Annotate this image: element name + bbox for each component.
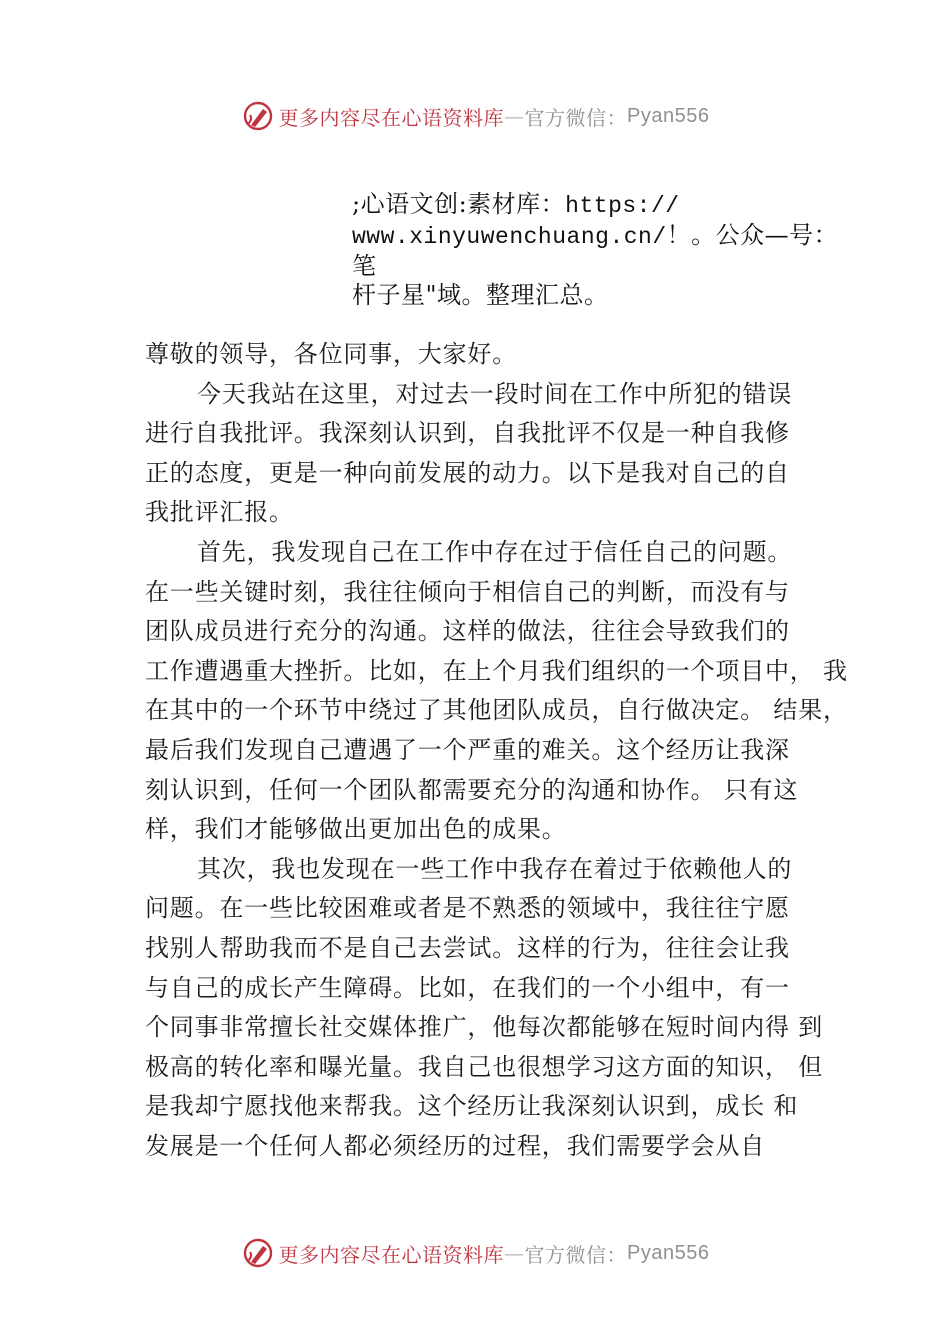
source-note-prefix: ;心语文创:素材库： [352, 190, 566, 218]
body-line: 问题。在一些比较困难或者是不熟悉的领域中，我往往宁愿 [145, 894, 790, 923]
pen-nib-seal-icon [241, 1236, 275, 1270]
source-note-url-a: https:// [565, 193, 680, 219]
body-line: 个同事非常擅长社交媒体推广，他每次都能够在短时间内得 到 [145, 1013, 824, 1042]
banner-text: 更多内容尽在心语资料库 [278, 1242, 505, 1267]
body-line: 是我却宁愿找他来帮我。这个经历让我深刻认识到，成长 和 [145, 1092, 799, 1121]
banner-wechat-label: 官方微信： [524, 1242, 628, 1267]
source-note-middle: ！。公众—号：笔 [352, 221, 839, 280]
body-line: 找别人帮助我而不是自己去尝试。这样的行为，往往会让我 [145, 933, 790, 962]
body-line: 样，我们才能够做出更加出色的成果。 [145, 815, 567, 844]
body-line: 尊敬的领导，各位同事，大家好。 [145, 340, 517, 368]
banner-wechat-label: 官方微信： [524, 105, 628, 130]
body-line: 发展是一个任何人都必须经历的过程，我们需要学会从自 [145, 1131, 765, 1160]
pen-nib-seal-icon [241, 99, 275, 133]
source-note-line3: 杆子星"域。整理汇总。 [352, 281, 609, 309]
body-line: 团队成员进行充分的沟通。这样的做法，往往会导致我们的 [145, 617, 790, 646]
body-line: 刻认识到，任何一个团队都需要充分的沟通和协作。 只有这 [145, 775, 799, 804]
source-note [352, 190, 862, 310]
banner-separator: — [504, 1241, 525, 1265]
document-body [145, 335, 848, 1166]
body-line: 正的态度，更是一种向前发展的动力。以下是我对自己的自 [145, 458, 790, 487]
header-banner [0, 96, 950, 136]
banner-wechat-account: Pyan556 [627, 1241, 710, 1264]
source-note-url-b: www.xinyuwenchuang.cn/ [352, 224, 667, 250]
body-line: 在其中的一个环节中绕过了其他团队成员，自行做决定。 结果， [145, 696, 848, 725]
body-line: 最后我们发现自己遭遇了一个严重的难关。这个经历让我深 [145, 735, 790, 764]
body-line: 今天我站在这里，对过去一段时间在工作中所犯的错误 [197, 379, 793, 408]
body-line: 进行自我批评。我深刻认识到，自我批评不仅是一种自我修 [145, 419, 790, 448]
banner-separator: — [504, 104, 525, 128]
banner-wechat-account: Pyan556 [627, 104, 710, 127]
footer-banner [0, 1233, 950, 1273]
body-line: 与自己的成长产生障碍。比如，在我们的一个小组中，有一 [145, 973, 790, 1002]
body-line: 工作遭遇重大挫折。比如，在上个月我们组织的一个项目中， 我 [145, 656, 848, 685]
body-line: 其次，我也发现在一些工作中我存在着过于依赖他人的 [197, 854, 793, 883]
banner-text: 更多内容尽在心语资料库 [278, 105, 505, 130]
body-line: 我批评汇报。 [145, 498, 294, 527]
body-line: 极高的转化率和曝光量。我自己也很想学习这方面的知识， 但 [145, 1052, 824, 1081]
body-line: 首先，我发现自己在工作中存在过于信任自己的问题。 [197, 537, 793, 566]
body-line: 在一些关键时刻，我往往倾向于相信自己的判断，而没有与 [145, 577, 790, 606]
